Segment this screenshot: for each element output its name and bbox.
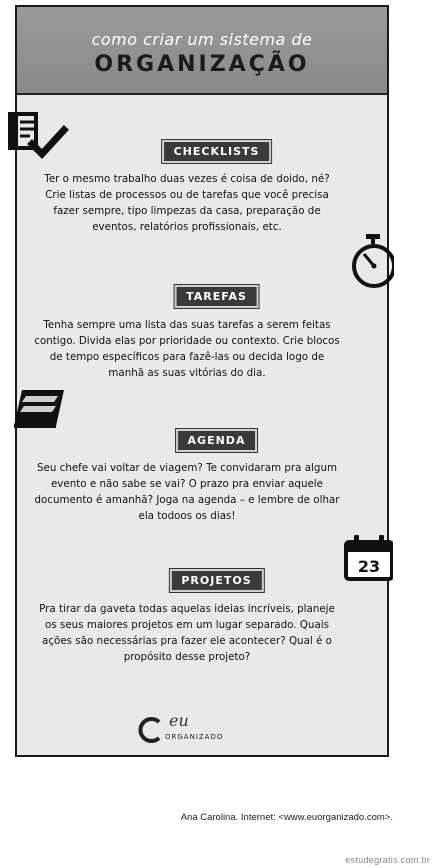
logo-mark-icon (135, 715, 165, 745)
section-text-checklists: Ter o mesmo trabalho duas vezes é coisa de doido, né? Crie listas de processos ou de tarefas que você precisa fazer sempre, tipo limpezas da casa, preparação de eventos, relatórios profissionais, etc. (44, 173, 330, 233)
section-label-checklists: CHECKLISTS (162, 140, 272, 163)
header-title: ORGANIZAÇÃO (94, 52, 310, 77)
section-text-projetos: Pra tirar da gaveta todas aquelas ideias incríveis, planeje os seus maiores projetos em um lugar separado. Quais ações são necessárias pra fazer ele acontecer? Qual é o propósito desse projeto? (39, 603, 335, 663)
euorganizado-logo (135, 713, 245, 747)
header-subtitle: como criar um sistema de (91, 30, 313, 49)
calendar-icon (343, 534, 393, 586)
watermark: estudegratis.com.br (345, 855, 430, 865)
section-label-agenda: AGENDA (176, 429, 258, 452)
checklist-icon (8, 110, 70, 166)
logo-wordmark: ORGANIZADO (165, 733, 224, 741)
section-text-tarefas: Tenha sempre uma lista das suas tarefas a serem feitas contigo. Divida elas por prioridade ou contexto. Crie blocos de tempo específicos para fazê-las ou decida logo de manhã as suas vitórias do dia. (34, 319, 340, 379)
source-credit: Ana Carolina. Internet: <www.euorganizado.com>. (180, 812, 393, 823)
infographic-header (17, 7, 387, 95)
book-icon (12, 386, 66, 436)
section-text-agenda: Seu chefe vai voltar de viagem? Te convidaram pra algum evento e não sabe se vai? O prazo pra enviar aquele documento é amanhã? Joga na agenda – e lembre de olhar ela todoos os dias! (34, 462, 340, 522)
logo-script-text: eu (169, 711, 189, 730)
stopwatch-icon (350, 232, 394, 296)
section-label-tarefas: TAREFAS (174, 285, 259, 308)
section-label-projetos: PROJETOS (169, 569, 263, 592)
calendar-day-number: 23 (357, 557, 381, 576)
